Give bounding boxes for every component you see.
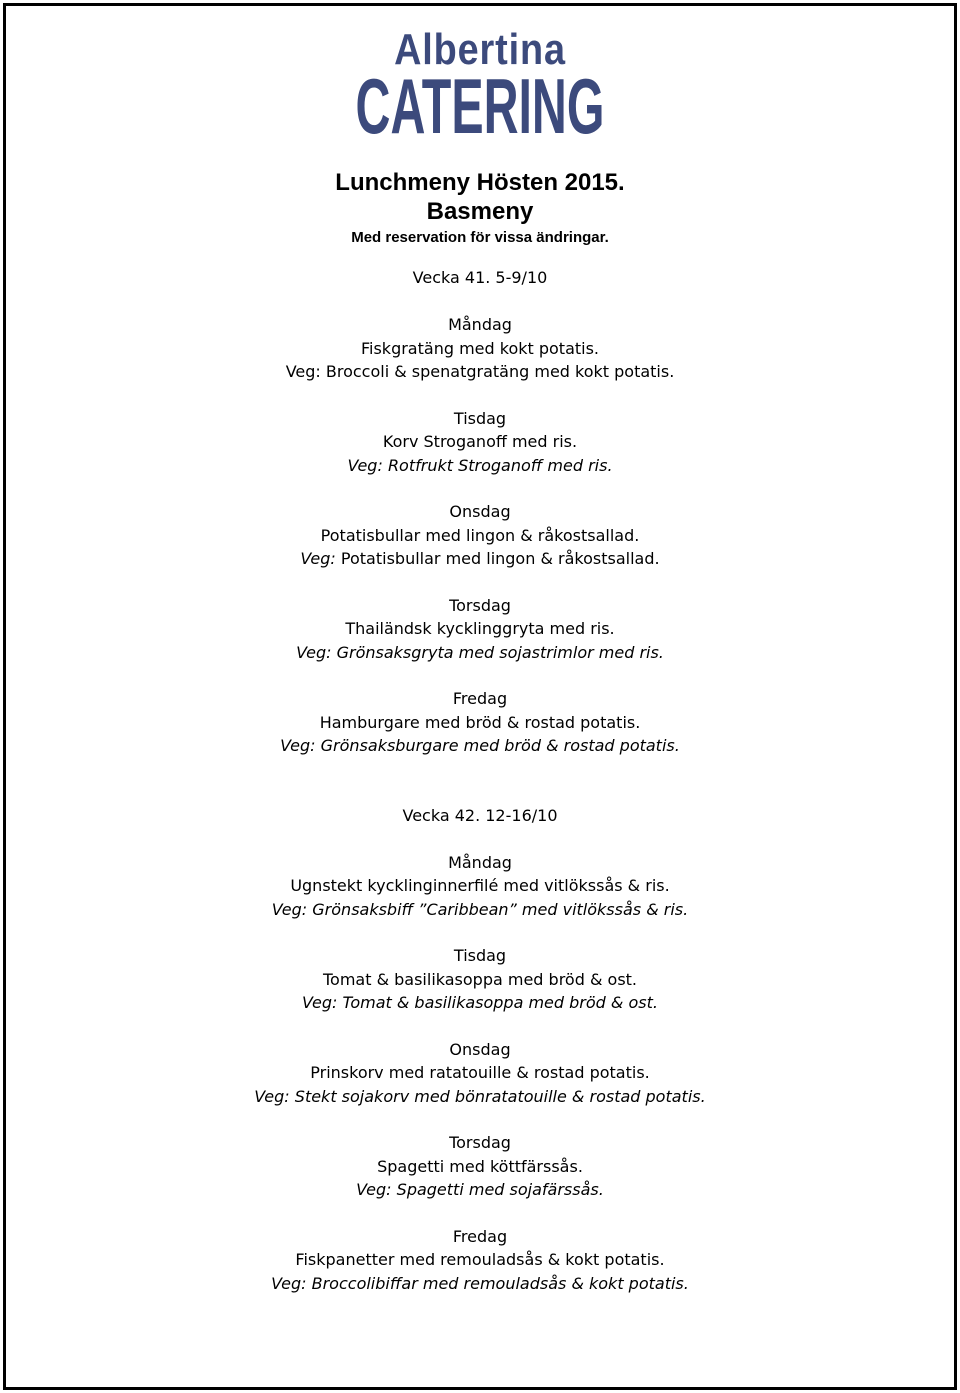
dish: Korv Stroganoff med ris. xyxy=(382,432,578,451)
day-name: Måndag xyxy=(448,315,512,334)
page-title: Lunchmeny Hösten 2015. xyxy=(335,169,625,196)
lunch-menu xyxy=(0,266,960,1295)
day-block-friday xyxy=(0,1225,960,1296)
veg-dish: Veg: Broccolibiffar med remouladsås & kokt potatis. xyxy=(271,1273,689,1293)
week-section-41 xyxy=(0,266,960,758)
day-block-wednesday xyxy=(0,500,960,571)
day-name: Tisdag xyxy=(453,408,507,428)
day-name: Fredag xyxy=(452,1226,508,1246)
dish: Prinskorv med ratatouille & rostad potatis. xyxy=(310,1063,650,1082)
dish: Thailändsk kycklinggryta med ris. xyxy=(345,619,615,638)
week-title: Vecka 41. 5-9/10 xyxy=(412,268,548,287)
dish: Potatisbullar med lingon & råkostsallad. xyxy=(320,525,640,545)
day-block-thursday xyxy=(0,1131,960,1202)
logo-line-2: CATERING xyxy=(355,62,605,150)
veg-dish: Veg: Rotfrukt Stroganoff med ris. xyxy=(347,455,613,475)
albertina-catering-logo xyxy=(0,20,960,150)
veg-dish xyxy=(0,547,960,571)
day-name: Torsdag xyxy=(449,595,511,615)
day-name: Tisdag xyxy=(453,946,507,965)
day-block-friday xyxy=(0,687,960,758)
dish: Fiskpanetter med remouladsås & kokt potatis. xyxy=(295,1250,665,1269)
logo-line-1: Albertina xyxy=(394,25,566,74)
day-block-thursday xyxy=(0,594,960,665)
veg-dish: Veg: Grönsaksburgare med bröd & rostad potatis. xyxy=(280,736,680,755)
day-block-tuesday xyxy=(0,944,960,1015)
dish: Tomat & basilikasoppa med bröd & ost. xyxy=(322,969,638,989)
dish: Spagetti med köttfärssås. xyxy=(377,1156,583,1176)
veg-dish-text: Potatisbullar med lingon & råkostsallad. xyxy=(335,549,660,568)
veg-dish: Veg: Broccoli & spenatgratäng med kokt potatis. xyxy=(285,362,675,381)
day-name: Onsdag xyxy=(449,1039,511,1059)
day-block-wednesday xyxy=(0,1038,960,1109)
week-section-42 xyxy=(0,804,960,1296)
reservation-note: Med reservation för vissa ändringar. xyxy=(351,229,609,246)
menu-subtitle: Basmeny xyxy=(426,198,534,225)
dish: Hamburgare med bröd & rostad potatis. xyxy=(319,712,641,732)
day-name: Torsdag xyxy=(449,1133,511,1152)
menu-header xyxy=(0,168,960,250)
veg-dish: Veg: Stekt sojakorv med bönratatouille & rostad potatis. xyxy=(254,1086,706,1106)
veg-dish: Veg: Spagetti med sojafärssås. xyxy=(356,1180,604,1199)
day-name: Fredag xyxy=(452,689,508,708)
dish: Fiskgratäng med kokt potatis. xyxy=(360,338,600,358)
veg-dish: Veg: Grönsaksgryta med sojastrimlor med ris. xyxy=(296,642,664,662)
dish: Ugnstekt kycklinginnerfilé med vitlökssås & ris. xyxy=(290,876,670,895)
day-block-monday xyxy=(0,313,960,384)
day-name: Måndag xyxy=(448,852,512,872)
week-title: Vecka 42. 12-16/10 xyxy=(402,805,558,825)
veg-dish: Veg: Tomat & basilikasoppa med bröd & ost. xyxy=(302,993,658,1012)
veg-label: Veg: xyxy=(300,549,336,568)
day-block-tuesday xyxy=(0,407,960,478)
day-block-monday xyxy=(0,851,960,922)
veg-dish: Veg: Grönsaksbiff ”Caribbean” med vitlökssås & ris. xyxy=(271,899,689,919)
day-name: Onsdag xyxy=(449,502,511,521)
